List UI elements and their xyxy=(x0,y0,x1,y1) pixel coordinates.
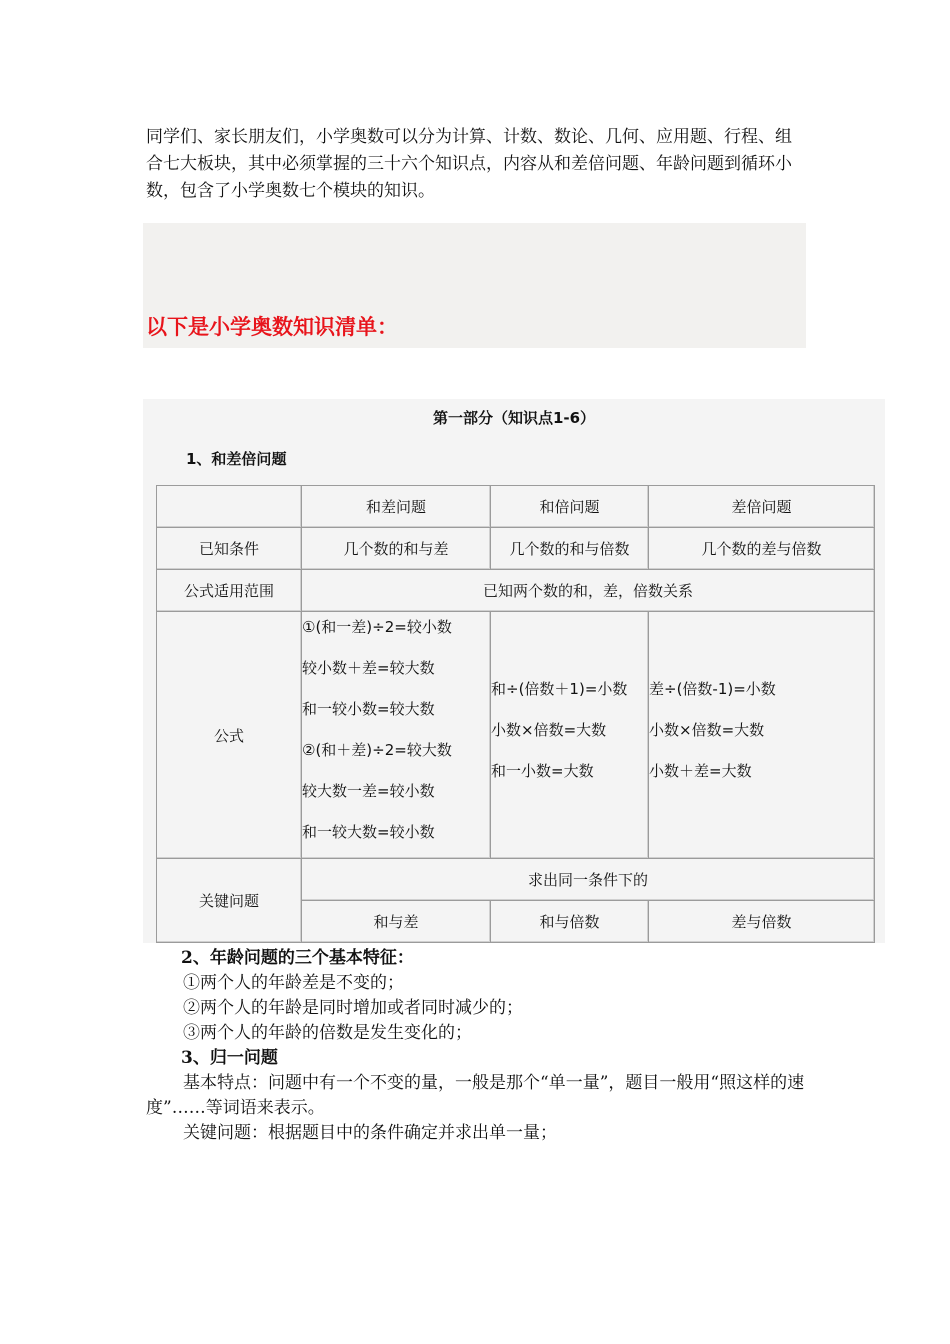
known-cell: 几个数的和与差 xyxy=(302,528,491,570)
formula-line: 较大数一差=较小数 xyxy=(302,782,435,800)
row-label-key: 关键问题 xyxy=(157,859,302,943)
formula-cell-diff-multiple xyxy=(649,612,875,859)
sum-diff-multiple-table xyxy=(156,485,875,943)
intro-paragraph: 同学们、家长朋友们，小学奥数可以分为计算、计数、数论、几何、应用题、行程、组合七大板块，其中必须掌握的三十六个知识点，内容从和差倍问题、年龄问题到循环小数，包含了小学奥数七个模块的知识。 xyxy=(146,127,792,201)
section-2-item: ③两个人的年龄的倍数是发生变化的； xyxy=(183,1023,472,1043)
col-header: 差倍问题 xyxy=(649,486,875,528)
formula-line: 小数×倍数=大数 xyxy=(491,720,607,739)
row-label-formula: 公式 xyxy=(157,612,302,859)
col-header: 和倍问题 xyxy=(491,486,649,528)
formula-line: ①(和一差)÷2=较小数 xyxy=(302,618,452,636)
scope-cell: 已知两个数的和，差，倍数关系 xyxy=(302,570,875,612)
section-3-key: 关键问题：根据题目中的条件确定并求出单一量； xyxy=(183,1123,557,1143)
section-3-feature: 基本特点：问题中有一个不变的量，一般是那个“单一量”，题目一般用“照这样的速度”……等词语来表示。 xyxy=(146,1073,805,1118)
col-header: 和差问题 xyxy=(302,486,491,528)
formula-line: 较小数＋差=较大数 xyxy=(302,659,435,677)
row-label-scope: 公式适用范围 xyxy=(157,570,302,612)
formula-line: 和一较大数=较小数 xyxy=(302,823,435,841)
key-top-cell: 求出同一条件下的 xyxy=(302,859,875,901)
formula-line: 差÷(倍数-1)=小数 xyxy=(649,679,776,698)
section-1-title: 1、和差倍问题 xyxy=(186,450,287,468)
formula-line: 小数×倍数=大数 xyxy=(649,720,765,739)
knowledge-table-image xyxy=(143,399,885,943)
known-cell: 几个数的和与倍数 xyxy=(491,528,649,570)
formula-line: 小数＋差=大数 xyxy=(649,761,752,780)
section-2-item: ②两个人的年龄是同时增加或者同时减少的； xyxy=(183,998,523,1018)
formula-cell-sum-diff xyxy=(302,612,491,859)
section-3-title: 3、归一问题 xyxy=(181,1048,278,1068)
formula-line: 和一较小数=较大数 xyxy=(302,700,435,718)
section-2-title: 2、年龄问题的三个基本特征： xyxy=(181,948,414,968)
formula-line: ②(和＋差)÷2=较大数 xyxy=(302,741,452,759)
row-label-known: 已知条件 xyxy=(157,528,302,570)
section-2-item: ①两个人的年龄差是不变的； xyxy=(183,973,404,993)
key-cell: 差与倍数 xyxy=(649,901,875,943)
formula-line: 和÷(倍数＋1)=小数 xyxy=(491,679,628,698)
section-2 xyxy=(146,946,806,1146)
key-cell: 和与倍数 xyxy=(491,901,649,943)
empty-corner-cell xyxy=(157,486,302,528)
key-cell: 和与差 xyxy=(302,901,491,943)
list-title: 以下是小学奥数知识清单： xyxy=(146,315,398,339)
formula-line: 和一小数=大数 xyxy=(491,761,594,780)
formula-cell-sum-multiple xyxy=(491,612,649,859)
known-cell: 几个数的差与倍数 xyxy=(649,528,875,570)
part-title: 第一部分（知识点1-6） xyxy=(432,409,596,427)
